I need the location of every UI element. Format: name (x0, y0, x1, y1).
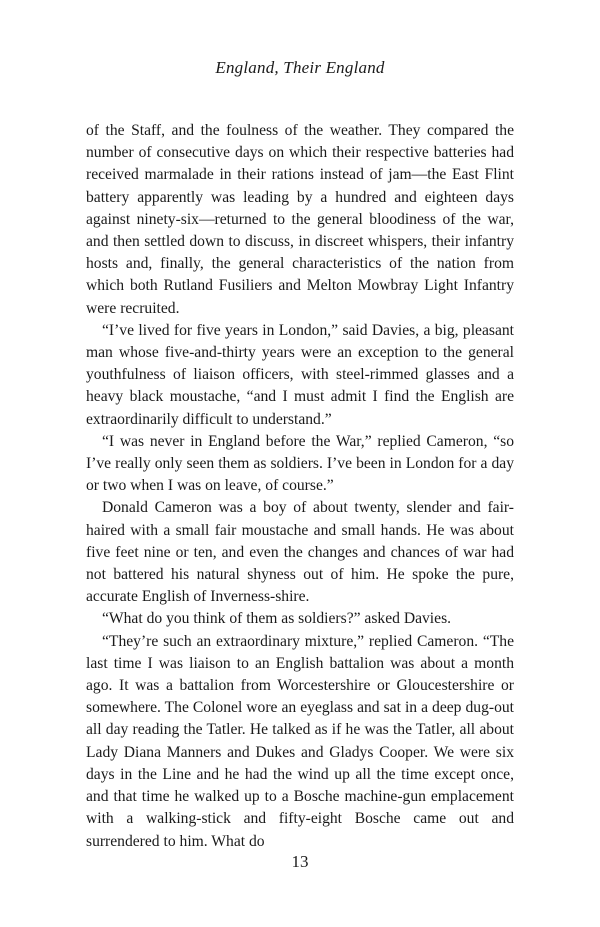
body-text (86, 120, 514, 853)
running-head: England, Their England (215, 58, 385, 77)
paragraph: “They’re such an extraordinary mixture,” replied Cameron. “The last time I was liaison to an English battalion was about a month ago. It was a battalion from Worcestershire or Gloucestershire or somewhere. The Colonel wore an eyeglass and sat in a deep dug-out all day reading the Tatler. He talked as if he was the Tatler, all about Lady Diana Manners and Dukes and Gladys Cooper. We were six days in the Line and he had the wind up all the time except once, and that time he walked up to a Bosche machine-gun emplacement with a walking-stick and fifty-eight Bosche came out and surrendered to him. What do (86, 632, 514, 850)
paragraph: “I’ve lived for five years in London,” said Davies, a big, pleasant man whose five-and-thirty years were an exception to the general youthfulness of liaison officers, with steel-rimmed glasses and a heavy black moustache, “and I must admit I find the English are extraordinarily difficult to understand.” (86, 321, 514, 428)
paragraph: “What do you think of them as soldiers?” asked Davies. (102, 610, 452, 628)
page-number: 13 (291, 852, 309, 871)
paragraph: “I was never in England before the War,” replied Cameron, “so I’ve really only seen them as soldiers. I’ve been in London for a day or two when I was on leave, of course.” (86, 432, 514, 495)
paragraph: Donald Cameron was a boy of about twenty, slender and fair-haired with a small fair moustache and small hands. He was about five feet nine or ten, and even the changes and chances of war had not battered his natural shyness out of him. He spoke the pure, accurate English of Inverness-shire. (86, 499, 514, 606)
paragraph-continuation: of the Staff, and the foulness of the weather. They compared the number of consecutive days on which their respective batteries had received marmalade in their rations instead of jam—the East Flint battery apparently was leading by a hundred and eighteen days against ninety-six—returned to the general bloodiness of the war, and then settled down to discuss, in discreet whispers, their infantry hosts and, finally, the general characteristics of the nation from which both Rutland Fusiliers and Melton Mowbray Light Infantry were recruited. (86, 122, 514, 317)
